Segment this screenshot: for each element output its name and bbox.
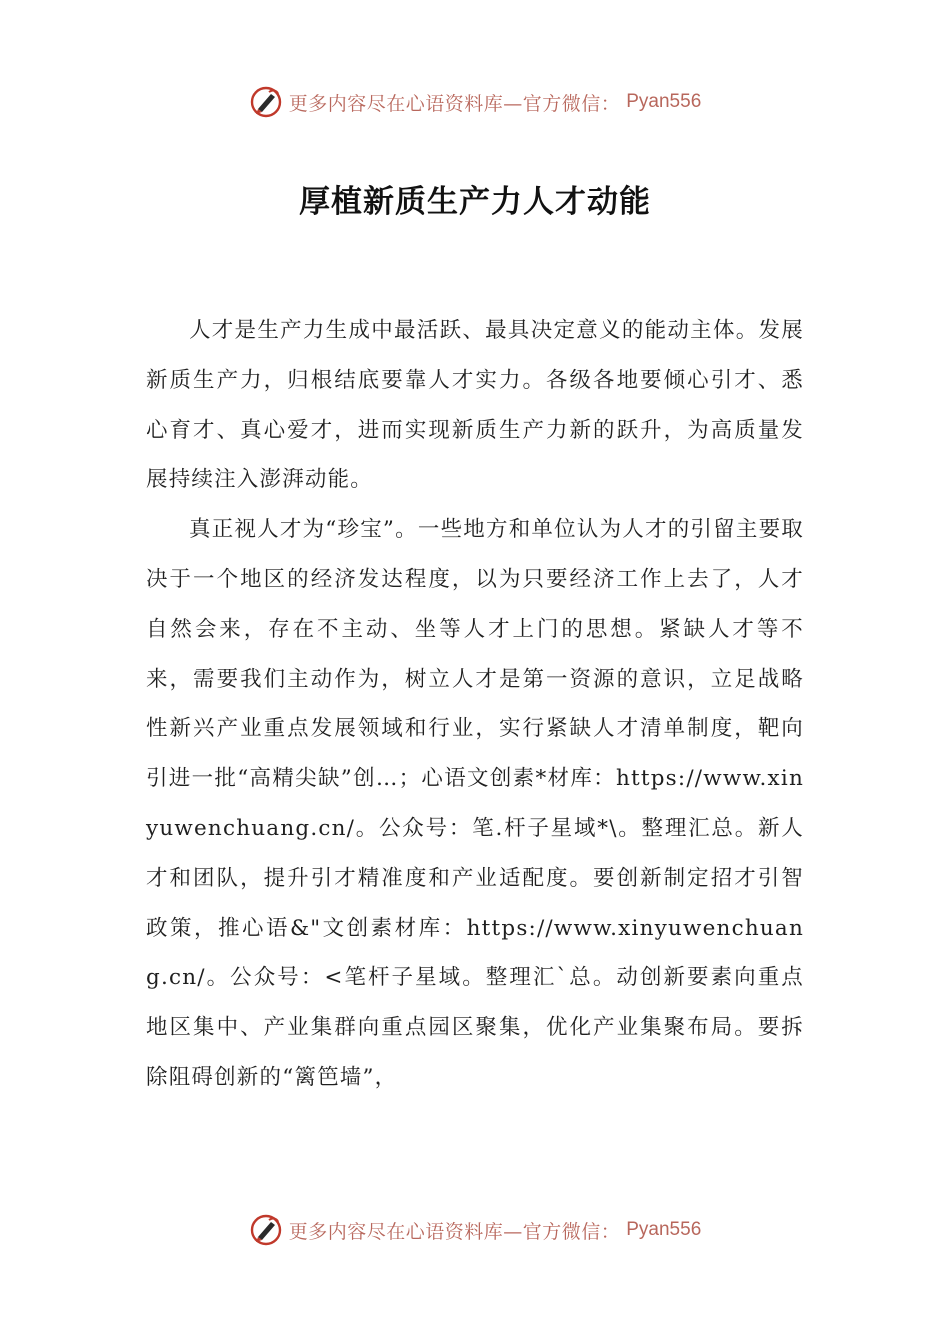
footer-banner (0, 1210, 950, 1250)
paragraph-1: 人才是生产力生成中最活跃、最具决定意义的能动主体。发展新质生产力，归根结底要靠人才实力。各级各地要倾心引才、悉心育才、真心爱才，进而实现新质生产力新的跃升，为高质量发展持续注入澎湃动能。 (146, 318, 804, 493)
article-body (146, 306, 804, 1103)
footer-wechat-id: Pyan556 (626, 1219, 702, 1240)
pen-logo-icon (249, 1213, 283, 1247)
header-wechat-id: Pyan556 (626, 91, 702, 112)
paragraph-2: 真正视人才为“珍宝”。一些地方和单位认为人才的引留主要取决于一个地区的经济发达程度，以为只要经济工作上去了，人才自然会来，存在不主动、坐等人才上门的思想。紧缺人才等不来，需要我们主动作为，树立人才是第一资源的意识，立足战略性新兴产业重点发展领域和行业，实行紧缺人才清单制度，靶向引进一批“高精尖缺”创…；心语文创素*材库：https://www.xinyuwenchuang.cn/。公众号：笔.杆子星域*\。整理汇总。新人才和团队，提升引才精准度和产业适配度。要创新制定招才引智政策，推心语&"文创素材库：https://www.xinyuwenchuang.cn/。公众号：<笔杆子星域。整理汇`总。动创新要素向重点地区集中、产业集群向重点园区聚集，优化产业集聚布局。要拆除阻碍创新的“篱笆墙”， (146, 517, 804, 1090)
footer-banner-text: 更多内容尽在心语资料库—官方微信： (288, 1220, 621, 1243)
page-title: 厚植新质生产力人才动能 (299, 184, 651, 220)
header-banner (0, 82, 950, 122)
header-banner-text: 更多内容尽在心语资料库—官方微信： (288, 92, 621, 115)
pen-logo-icon (249, 85, 283, 119)
